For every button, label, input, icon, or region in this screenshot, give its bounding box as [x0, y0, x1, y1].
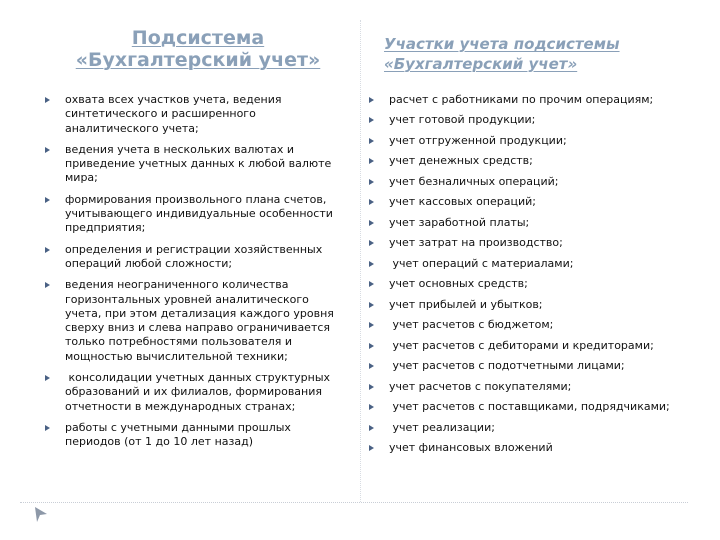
- list-item-text: учет заработной платы;: [389, 215, 530, 229]
- triangle-bullet-icon: [45, 97, 50, 103]
- list-item: [45, 243, 345, 272]
- triangle-bullet-icon: [369, 261, 374, 267]
- list-item-text: учет отгруженной продукции;: [389, 133, 567, 147]
- right-bullet-list: [369, 93, 704, 462]
- triangle-bullet-icon: [369, 343, 374, 349]
- triangle-bullet-icon: [369, 158, 374, 164]
- triangle-bullet-icon: [45, 375, 50, 381]
- list-item-text: учет основных средств;: [389, 277, 528, 291]
- list-item: [369, 339, 704, 353]
- list-item: [369, 175, 704, 189]
- triangle-bullet-icon: [369, 138, 374, 144]
- list-item-text: расчет с работниками по прочим операциям;: [389, 93, 654, 106]
- list-item: [369, 400, 704, 414]
- list-item-text: учет расчетов с дебиторами и кредиторами;: [389, 338, 654, 352]
- triangle-bullet-icon: [369, 97, 374, 103]
- triangle-bullet-icon: [369, 425, 374, 431]
- triangle-bullet-icon: [369, 445, 374, 451]
- list-item: [45, 278, 345, 364]
- list-item-text: учет кассовых операций;: [389, 195, 536, 209]
- triangle-bullet-icon: [45, 197, 50, 203]
- list-item-text: охвата всех участков учета, ведения синтетического и расширенного аналитического учета;: [65, 93, 285, 135]
- list-item: [369, 93, 704, 107]
- triangle-bullet-icon: [369, 240, 374, 246]
- triangle-bullet-icon: [369, 179, 374, 185]
- list-item: [369, 154, 704, 168]
- list-item-text: учет расчетов с подотчетными лицами;: [389, 359, 625, 373]
- right-column-title: Участки учета подсистемы «Бухгалтерский учет»: [384, 35, 620, 73]
- list-item-text: учет безналичных операций;: [389, 174, 559, 188]
- triangle-bullet-icon: [369, 117, 374, 123]
- list-item-text: ведения учета в нескольких валютах и приведение учетных данных к любой валюте мира;: [65, 142, 335, 185]
- list-item: [369, 298, 704, 312]
- triangle-bullet-icon: [369, 199, 374, 205]
- footer-divider: [20, 502, 688, 503]
- list-item-text: учет прибылей и убытков;: [389, 297, 543, 311]
- list-item-text: ведения неограниченного количества горизонтальных уровней аналитического учета, при этом детализация каждого уровня сверху вниз и слева направо ограничивается только потребностями пользователя и мощностью вычислительной техники;: [65, 278, 338, 363]
- list-item-text: формирования произвольного плана счетов, учитывающего индивидуальные особенности предприятия;: [65, 192, 337, 235]
- list-item: [369, 113, 704, 127]
- list-item-text: учет операций с материалами;: [389, 256, 574, 270]
- triangle-bullet-icon: [369, 322, 374, 328]
- triangle-bullet-icon: [369, 384, 374, 390]
- list-item-text: учет затрат на производство;: [389, 236, 563, 250]
- list-item-text: учет расчетов с поставщиками, подрядчиками;: [389, 400, 670, 414]
- list-item: [45, 371, 345, 414]
- list-item: [369, 277, 704, 291]
- triangle-bullet-icon: [45, 425, 50, 431]
- triangle-bullet-icon: [45, 247, 50, 253]
- list-item: [45, 93, 345, 136]
- list-item: [369, 359, 704, 373]
- list-item: [369, 257, 704, 271]
- triangle-bullet-icon: [45, 147, 50, 153]
- list-item: [369, 195, 704, 209]
- left-column-title: Подсистема «Бухгалтерский учет»: [75, 27, 321, 71]
- list-item: [369, 441, 704, 455]
- list-item: [45, 193, 345, 236]
- triangle-bullet-icon: [369, 281, 374, 287]
- list-item: [369, 318, 704, 332]
- triangle-bullet-icon: [369, 404, 374, 410]
- list-item-text: учет расчетов с покупателями;: [389, 379, 572, 393]
- list-item-text: консолидации учетных данных структурных образований и их филиалов, формирования отчетности в международных странах;: [65, 371, 334, 413]
- list-item-text: работы с учетными данными прошлых периодов (от 1 до 10 лет назад): [65, 420, 295, 449]
- triangle-bullet-icon: [369, 363, 374, 369]
- list-item-text: учет готовой продукции;: [389, 113, 536, 127]
- list-item-text: учет денежных средств;: [389, 154, 533, 168]
- list-item-text: учет финансовых вложений: [389, 441, 553, 455]
- left-bullet-list: [45, 93, 345, 457]
- triangle-bullet-icon: [369, 220, 374, 226]
- list-item: [369, 216, 704, 230]
- list-item: [369, 380, 704, 394]
- column-divider: [360, 20, 361, 502]
- triangle-bullet-icon: [369, 302, 374, 308]
- list-item: [45, 421, 345, 450]
- list-item-text: учет расчетов с бюджетом;: [389, 318, 554, 332]
- slide-nav-arrow-icon[interactable]: [30, 503, 52, 525]
- list-item: [369, 134, 704, 148]
- list-item: [369, 236, 704, 250]
- list-item-text: учет реализации;: [389, 420, 495, 434]
- list-item-text: определения и регистрации хозяйственных операций любой сложности;: [65, 242, 326, 270]
- list-item: [369, 421, 704, 435]
- list-item: [45, 143, 345, 186]
- triangle-bullet-icon: [45, 282, 50, 288]
